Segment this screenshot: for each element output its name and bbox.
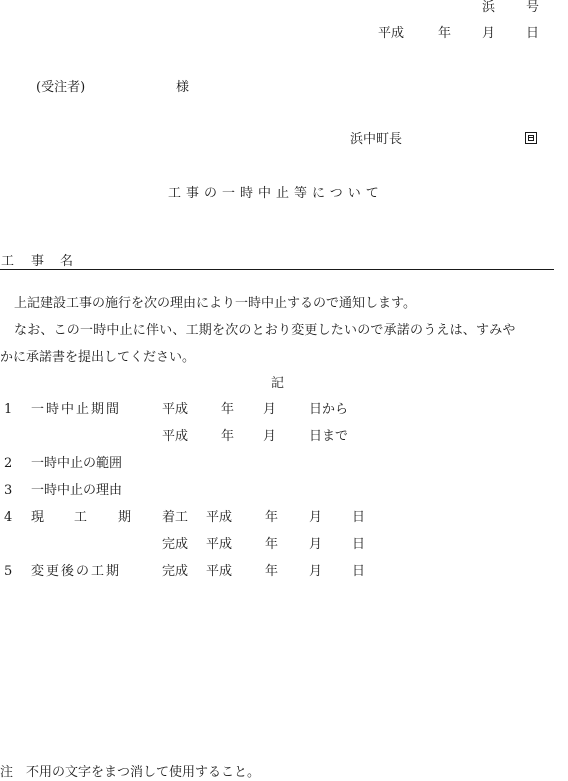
item-4-start-year: 年 — [265, 510, 279, 525]
document-number-suffix: 号 — [526, 0, 540, 15]
item-4-start-era: 平成 — [206, 510, 233, 525]
ki-heading: 記 — [271, 376, 285, 391]
item-1-to-month: 月 — [263, 429, 277, 444]
date-day: 日 — [526, 26, 540, 41]
construction-name-label-char-2: 事 — [31, 254, 45, 269]
recipient-honorific: 様 — [176, 80, 190, 95]
item-1-number: 1 — [4, 402, 13, 417]
issuer-name: 浜中町長 — [350, 132, 403, 147]
recipient-label: (受注者) — [36, 80, 86, 95]
body-paragraph-1: 上記建設工事の施行を次の理由により一時中止するので通知します。 — [14, 296, 416, 311]
item-4-start-day: 日 — [352, 510, 366, 525]
construction-name-label-char-3: 名 — [60, 254, 74, 269]
seal-stamp — [525, 132, 537, 144]
item-1-from-era: 平成 — [162, 402, 189, 417]
item-1-from-day: 日から — [309, 402, 349, 417]
item-3-number: 3 — [4, 483, 13, 498]
document-title: 工事の一時中止等について — [168, 186, 384, 201]
item-1-to-day: 日まで — [309, 429, 349, 444]
item-4-start-kind: 着工 — [162, 510, 189, 525]
item-4-label-char-1: 現 — [31, 510, 45, 525]
item-4-number: 4 — [4, 510, 13, 525]
item-5-end-era: 平成 — [206, 564, 233, 579]
item-4-label-char-2: 工 — [74, 510, 88, 525]
construction-name-label-char-1: 工 — [1, 254, 15, 269]
item-4-label-char-3: 期 — [118, 510, 132, 525]
date-month: 月 — [482, 26, 496, 41]
item-5-end-kind: 完成 — [162, 564, 189, 579]
item-4-end-kind: 完成 — [162, 537, 189, 552]
item-2-label: 一時中止の範囲 — [31, 456, 123, 471]
item-5-end-month: 月 — [309, 564, 323, 579]
item-1-from-year: 年 — [221, 402, 235, 417]
item-4-end-month: 月 — [309, 537, 323, 552]
footer-note: 注 不用の文字をまつ消して使用すること。 — [0, 765, 261, 780]
item-5-end-day: 日 — [352, 564, 366, 579]
item-5-end-year: 年 — [265, 564, 279, 579]
item-1-from-month: 月 — [263, 402, 277, 417]
item-4-end-day: 日 — [352, 537, 366, 552]
item-4-end-era: 平成 — [206, 537, 233, 552]
item-1-to-year: 年 — [221, 429, 235, 444]
body-paragraph-2-line-2: かに承諾書を提出してください。 — [0, 350, 196, 365]
item-3-label: 一時中止の理由 — [31, 483, 123, 498]
item-1-to-era: 平成 — [162, 429, 189, 444]
item-4-start-month: 月 — [309, 510, 323, 525]
item-1-label: 一時中止期間 — [31, 402, 122, 417]
date-year: 年 — [438, 26, 452, 41]
body-paragraph-2-line-1: なお、この一時中止に伴い、工期を次のとおり変更したいので承諾のうえは、すみや — [14, 323, 516, 338]
item-2-number: 2 — [4, 456, 13, 471]
date-era: 平成 — [378, 26, 405, 41]
item-5-number: 5 — [4, 564, 13, 579]
item-4-end-year: 年 — [265, 537, 279, 552]
item-5-label: 変更後の工期 — [31, 564, 122, 579]
document-number-prefix: 浜 — [482, 0, 496, 15]
construction-name-line — [0, 269, 554, 270]
